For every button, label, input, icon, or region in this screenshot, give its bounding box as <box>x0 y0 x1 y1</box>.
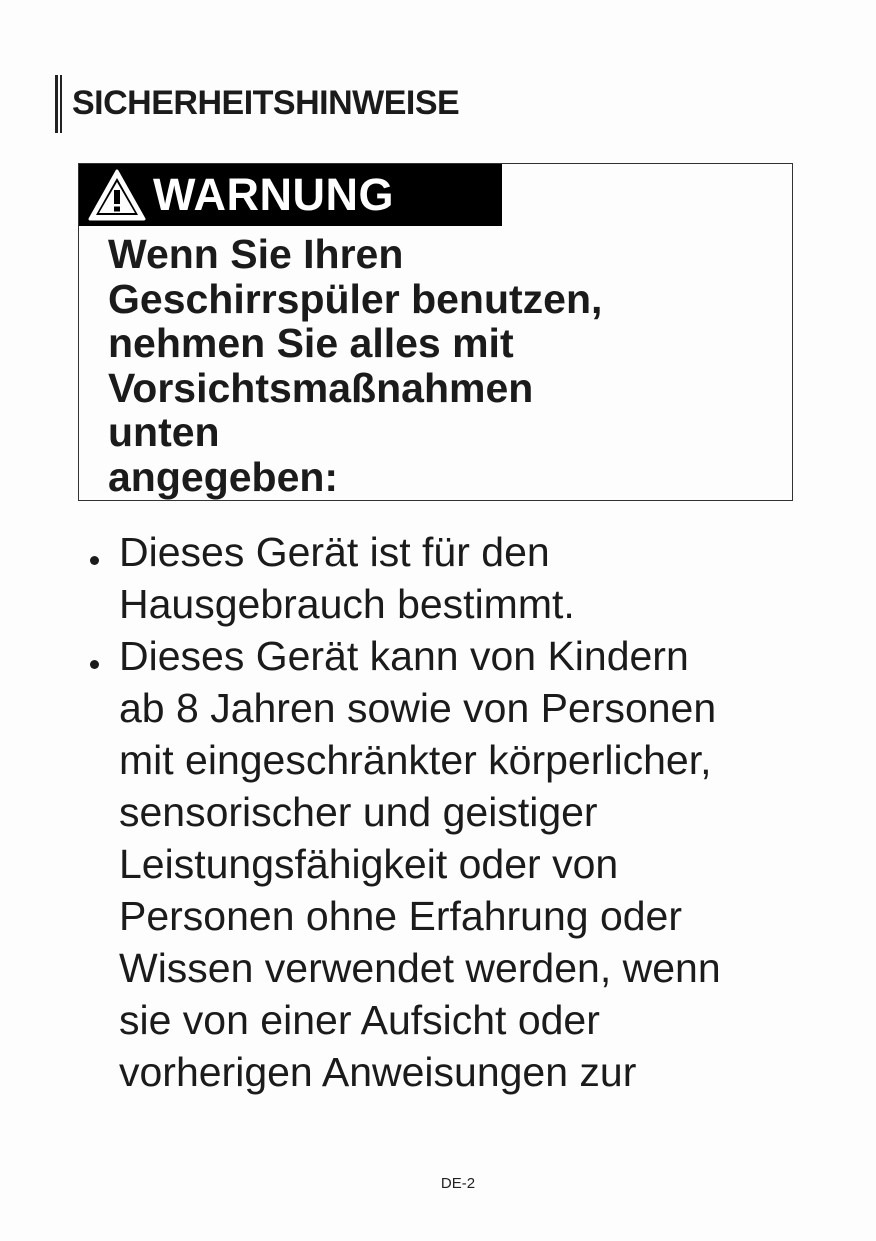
list-item-line: ab 8 Jahren sowie von Personen <box>119 685 717 731</box>
list-item-line: Dieses Gerät ist für den <box>119 529 550 575</box>
list-item <box>88 630 848 1098</box>
list-item-line: sensorischer und geistiger <box>119 789 598 835</box>
list-item <box>88 526 848 630</box>
warning-text <box>108 232 768 499</box>
list-item-line: vorherigen Anweisungen zur <box>119 1049 637 1095</box>
warning-box <box>78 163 793 501</box>
warning-text-line: nehmen Sie alles mit <box>108 320 514 366</box>
warning-label: WARNUNG <box>153 169 394 220</box>
list-item-line: Personen ohne Erfahrung oder <box>119 893 683 939</box>
list-item-line: Wissen verwendet werden, wenn <box>119 945 721 991</box>
list-item-line: mit eingeschränkter körperlicher, <box>119 737 712 783</box>
warning-triangle-icon <box>87 168 147 222</box>
list-item-line: Leistungsfähigkeit oder von <box>119 841 619 887</box>
list-item-line: sie von einer Aufsicht oder <box>119 997 600 1043</box>
warning-text-line: unten <box>108 409 220 455</box>
warning-text-line: Vorsichtsmaßnahmen <box>108 364 534 411</box>
bullet-icon <box>90 660 99 669</box>
warning-text-line: Wenn Sie Ihren <box>108 231 404 277</box>
bullet-icon <box>90 556 99 565</box>
section-marker-bar <box>55 75 62 133</box>
list-item-line: Dieses Gerät kann von Kindern <box>119 633 689 679</box>
page-number: DE-2 <box>440 1175 476 1192</box>
section-title: SICHERHEITSHINWEISE <box>72 84 460 122</box>
warning-header <box>79 164 502 226</box>
list-item-line: Hausgebrauch bestimmt. <box>119 581 575 627</box>
warning-text-line: Geschirrspüler benutzen, <box>108 275 603 322</box>
safety-bullet-list <box>88 526 848 1098</box>
warning-text-line: angegeben: <box>108 453 339 500</box>
